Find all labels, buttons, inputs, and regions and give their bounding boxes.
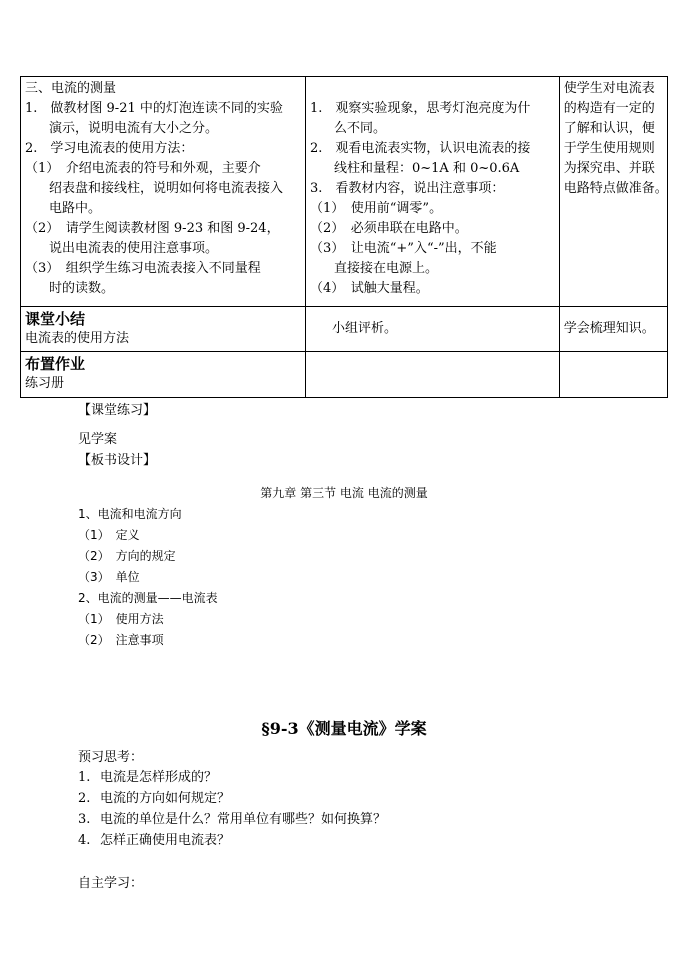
summary-intent-cell — [559, 307, 667, 352]
text-line: 1. 观察实验现象，思考灯泡亮度为什 — [310, 101, 531, 116]
text-line: （1） 使用前“调零”。 — [310, 201, 443, 216]
text-line: 2. 观看电流表实物，认识电流表的接 — [310, 141, 531, 156]
text-line: 2. 学习电流表的使用方法： — [25, 141, 194, 156]
homework-intent-cell — [559, 352, 667, 398]
homework-heading: 布置作业 — [25, 355, 86, 373]
text-line: 电路中。 — [49, 201, 102, 216]
text-line: 演示，说明电流有大小之分。 — [49, 121, 219, 136]
text-line: 直接接在电源上。 — [334, 261, 439, 276]
design-intent-cell — [559, 77, 667, 307]
list-item — [78, 831, 230, 851]
board-item: （1） 定义 — [78, 528, 140, 542]
summary-student-text: 小组评析。 — [332, 321, 398, 336]
summary-intent-text: 学会梳理知识。 — [563, 321, 655, 336]
text-line: 于学生使用规则 — [563, 141, 655, 156]
text-line: 了解和认识，便 — [563, 121, 655, 136]
question-number: 3. — [78, 812, 91, 827]
text-line: 使学生对电流表 — [563, 81, 655, 96]
text-line: 1. 做教材图 9-21 中的灯泡连读不同的实验 — [25, 101, 283, 116]
question-text: 电流是怎样形成的？ — [100, 770, 218, 785]
text-line: 的构造有一定的 — [563, 101, 655, 116]
board-heading: 【板书设计】 — [78, 453, 157, 468]
text-line: （2） 必须串联在电路中。 — [310, 221, 468, 236]
list-item — [78, 768, 217, 788]
text-line: （3） 让电流“+”入“-”出，不能 — [310, 241, 497, 256]
text-line: 3. 看教材内容，说出注意事项： — [310, 181, 505, 196]
section-heading: 三、电流的测量 — [25, 81, 117, 96]
text-line: （2） 请学生阅读教材图 9-23 和图 9-24， — [25, 221, 280, 236]
board-title: 第九章 第三节 电流 电流的测量 — [260, 486, 428, 500]
question-number: 1. — [78, 770, 91, 785]
text-line: 电路特点做准备。 — [563, 181, 668, 196]
board-item: （1） 使用方法 — [78, 612, 164, 626]
table-row — [21, 307, 668, 352]
text-line: 绍表盘和接线柱，说明如何将电流表接入 — [49, 181, 284, 196]
text-line: 线柱和量程：0~1A 和 0~0.6A — [334, 161, 520, 176]
text-line: 为探究串、并联 — [563, 161, 655, 176]
question-text: 电流的单位是什么？常用单位有哪些？如何换算？ — [100, 812, 387, 827]
homework-text: 练习册 — [25, 376, 65, 391]
board-item: （2） 方向的规定 — [78, 549, 176, 563]
summary-student-cell — [306, 307, 560, 352]
homework-student-cell — [306, 352, 560, 398]
text-line: （1） 介绍电流表的符号和外观，主要介 — [25, 161, 261, 176]
study-plan-title: §9-3《测量电流》学案 — [261, 719, 427, 738]
list-item — [78, 810, 386, 830]
list-item — [78, 789, 230, 809]
board-item: 2、电流的测量——电流表 — [78, 591, 218, 605]
lesson-table — [20, 76, 668, 398]
question-text: 怎样正确使用电流表？ — [100, 833, 231, 848]
question-number: 2. — [78, 791, 91, 806]
summary-heading: 课堂小结 — [25, 310, 86, 328]
board-item: （2） 注意事项 — [78, 633, 164, 647]
self-study-label: 自主学习： — [78, 876, 144, 891]
practice-text: 见学案 — [78, 432, 118, 447]
question-text: 电流的方向如何规定？ — [100, 791, 231, 806]
question-number: 4. — [78, 833, 91, 848]
text-line: （4） 试触大量程。 — [310, 281, 429, 296]
table-row — [21, 77, 668, 307]
table-row — [21, 352, 668, 398]
preview-label: 预习思考： — [78, 750, 144, 765]
board-item: （3） 单位 — [78, 570, 140, 584]
student-activity-cell — [306, 77, 560, 307]
board-item: 1、电流和电流方向 — [78, 507, 182, 521]
summary-text: 电流表的使用方法 — [25, 331, 130, 346]
text-line — [310, 79, 555, 99]
text-line: 说出电流表的使用注意事项。 — [49, 241, 219, 256]
teacher-activity-cell — [21, 77, 306, 307]
summary-cell — [21, 307, 306, 352]
homework-cell — [21, 352, 306, 398]
text-line: （3） 组织学生练习电流表接入不同量程 — [25, 261, 261, 276]
practice-heading: 【课堂练习】 — [78, 403, 157, 418]
text-line: 时的读数。 — [49, 281, 115, 296]
text-line: 么不同。 — [334, 121, 387, 136]
